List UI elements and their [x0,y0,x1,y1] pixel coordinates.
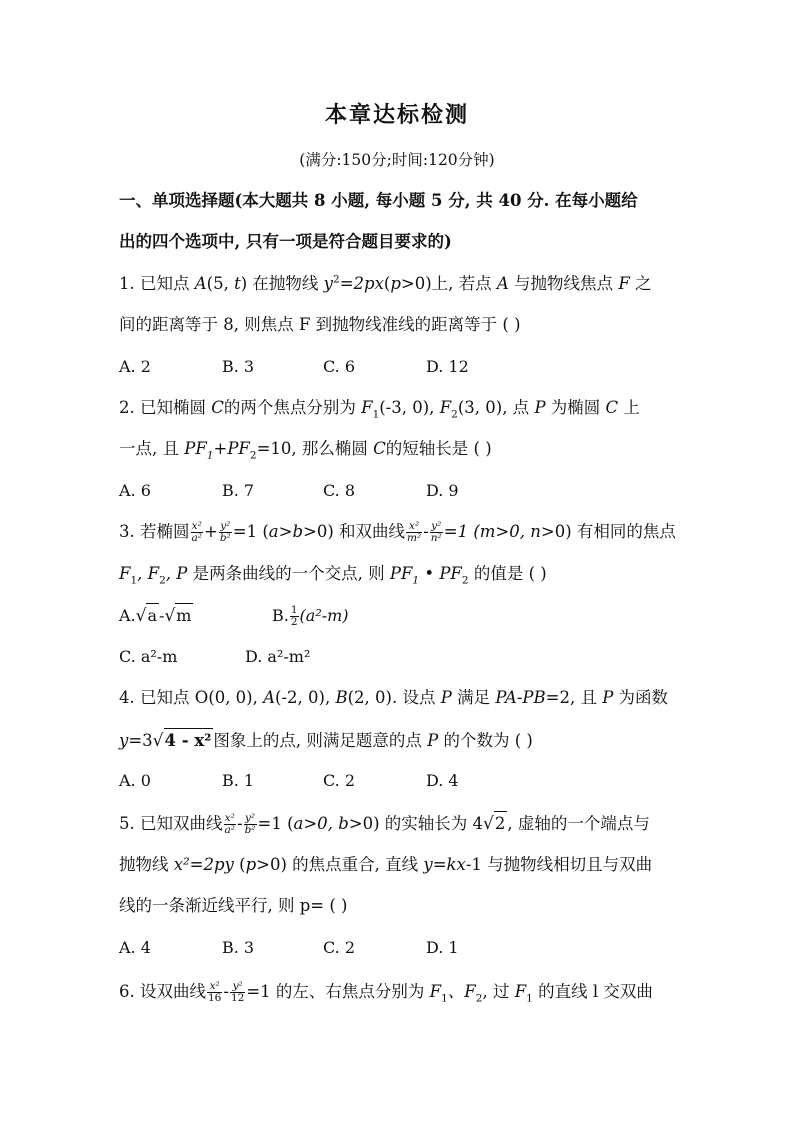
text: 的短轴长是 ( ) [385,439,492,458]
text: F [119,564,131,583]
q4-option-c: C. 2 [323,771,356,790]
fraction [224,813,236,836]
fraction [406,521,422,544]
text: 1 [412,574,420,587]
text: 2 [461,574,469,587]
text: 1 [130,574,138,587]
text: F [361,398,373,417]
q5-line-2 [119,853,652,877]
numerator: x² [191,520,202,532]
text: A [194,274,207,293]
text: 的个数为 ( ) [438,731,533,750]
q5-options [119,936,459,960]
denominator: a² [224,824,235,836]
text: F [618,274,630,293]
text: x²=2py [173,855,234,874]
text: t [234,274,241,293]
text: - [236,814,243,833]
text: + [203,522,218,541]
numerator: y² [244,812,256,824]
text: 为函数 [613,688,669,707]
fraction [219,521,232,544]
numerator: x² [224,812,235,824]
fraction [430,521,443,544]
sqrt-sign: √ [152,731,164,751]
text: 是两条曲线的一个交点, 则 [187,564,390,583]
q6-line-1 [119,980,653,1004]
text: B [335,688,348,707]
text: a [268,522,279,541]
text: P [602,688,614,707]
text: F [429,982,442,1001]
fraction [207,981,222,1004]
text: 抛物线 [119,855,174,874]
text: 上 [618,398,640,417]
q4-option-d: D. 4 [426,771,459,790]
q3-options-row-2 [119,645,310,669]
text: B. [272,606,289,625]
text: -1 与抛物线相切且与双曲 [465,855,653,874]
q3-option-b [272,604,349,628]
denominator: 2 [290,616,298,628]
q4-options [119,769,459,793]
page-title: 本章达标检测 [324,102,469,128]
text: - [159,606,165,625]
text: >0, [495,522,531,541]
q1-line-2: 间的距离等于 8, 则焦点 F 到抛物线准线的距离等于 ( ) [119,315,521,334]
sqrt-sign: √ [483,814,494,834]
text: =2 [339,274,365,293]
text: F [514,982,527,1001]
text: 2 [451,408,458,421]
text: =1 ( [443,522,480,541]
text: C [211,398,224,417]
text: =3 [128,731,153,750]
text: P [427,731,439,750]
q3-option-a [119,603,272,628]
text: P [440,688,452,707]
denominator: b² [219,532,231,544]
text: y=kx [423,855,466,874]
text: - [223,982,229,1001]
q5-option-b: B. 3 [222,938,255,957]
radicand: 2 [494,811,508,836]
q4-line-2 [119,728,533,753]
text: >0) 和双曲线 [303,522,406,541]
text: • PF [419,564,462,583]
q4-line-1 [119,686,668,710]
q2-option-a: A. 6 [119,481,151,500]
text: 的两个焦点分别为 [223,398,362,417]
text: (-2, 0), [275,688,336,707]
text: PF [184,439,207,458]
radicand: 4 - x² [164,728,214,753]
numerator: y² [431,520,442,532]
q3-line-2 [119,562,547,586]
text: y [119,731,129,750]
text: A. [119,606,136,625]
q1-option-d: D. 12 [426,357,469,376]
text: F [439,398,452,417]
text: b [338,814,349,833]
text: 2. 已知椭圆 [119,398,212,417]
text: 2 [333,273,340,286]
q3-options-row-1 [119,603,349,628]
text: 3. 若椭圆 [119,522,190,541]
text: 2 [249,449,257,462]
q2-option-b: B. 7 [222,481,255,500]
text: p [390,274,401,293]
text: >0) 有相同的焦点 [540,522,676,541]
fraction [191,521,203,544]
radicand: a [146,603,159,628]
text: >0, [303,814,339,833]
text: , P [165,564,188,583]
text: 与抛物线焦点 [508,274,619,293]
section-heading-line-2: 出的四个选项中, 只有一项是符合题目要求的) [119,232,452,251]
q5-line-3: 线的一条渐近线平行, 则 p= ( ) [119,896,348,915]
text: p [245,855,257,874]
text: A [496,274,509,293]
q1-option-a: A. 2 [119,357,151,376]
section-heading-line-1: 一、单项选择题(本大题共 8 小题, 每小题 5 分, 共 40 分. 在每小题给 [119,191,638,210]
q3-option-c: C. a²-m [119,647,178,666]
denominator: b² [244,824,256,836]
numerator: 1 [290,604,298,616]
text: ( [383,274,391,293]
text: 的值是 ( ) [468,564,547,583]
text: b [292,522,303,541]
text: (5, [206,274,235,293]
text: px [364,274,384,293]
text: 图象上的点, 则满足题意的点 [213,731,428,750]
text: C [373,439,386,458]
text: 1 [526,992,533,1005]
text: 1 [441,992,448,1005]
denominator: 16 [208,992,222,1004]
numerator: y² [230,981,245,993]
text: , F [137,564,160,583]
fraction [230,981,245,1004]
text: 2 [159,574,166,587]
text: PA-PB [495,688,546,707]
q2-line-2 [119,437,492,461]
q5-option-d: D. 1 [426,938,459,957]
text: =1 ( [232,522,269,541]
text: 一点, 且 [119,439,185,458]
q2-option-c: C. 8 [323,481,356,500]
text: >0)上, 若点 [400,274,497,293]
denominator: a² [191,532,202,544]
numerator: x² [207,981,222,993]
text: (a²-m) [299,606,349,625]
sqrt-sign: √ [135,606,147,626]
fraction [244,813,257,836]
text: =2, 且 [545,688,603,707]
text: a [293,814,304,833]
text: y [323,274,333,293]
text: P [534,398,546,417]
q5-line-1 [119,811,650,836]
text: (3, 0), 点 [457,398,535,417]
text: ( [233,855,246,874]
q2-line-1 [119,396,640,420]
q1-options [119,355,469,379]
q2-option-d: D. 9 [426,481,459,500]
text: ) 在抛物线 [240,274,324,293]
text: 为椭圆 [545,398,606,417]
text: n [530,522,541,541]
q3-option-d: D. a²-m² [245,647,311,666]
text: 4. 已知点 O(0, 0), [119,688,264,707]
text: C [605,398,619,417]
text: =10, 那么椭圆 [256,439,374,458]
q4-option-b: B. 1 [222,771,255,790]
text: m [479,522,496,541]
text: 1 [206,449,214,462]
text: 的直线 l 交双曲 [532,982,653,1001]
numerator: y² [220,520,231,532]
q2-options [119,479,459,503]
denominator: m² [407,532,422,544]
q1-line-1 [119,272,652,296]
fraction [290,605,299,628]
denominator: n² [430,532,442,544]
text: > [278,522,293,541]
exam-info: (满分:150分;时间:120分钟) [299,151,495,169]
text: >0) 的焦点重合, 直线 [256,855,424,874]
q3-line-1 [119,520,676,544]
text: >0) 的实轴长为 4 [348,814,483,833]
text: +PF [213,439,250,458]
text: A [263,688,276,707]
numerator: x² [406,521,422,533]
q5-option-a: A. 4 [119,938,151,957]
text: 2 [475,992,483,1005]
denominator: 12 [230,992,245,1004]
text: 满足 [451,688,496,707]
sqrt-sign: √ [164,606,176,626]
text: =1 的左、右焦点分别为 [246,982,430,1001]
text: 之 [629,274,652,293]
text: 1. 已知点 [119,274,195,293]
text: =1 ( [257,814,294,833]
q5-option-c: C. 2 [323,938,356,957]
text: , 虚轴的一个端点与 [507,814,650,833]
text: (2, 0). 设点 [347,688,441,707]
radicand: m [175,603,193,628]
text: 、F [447,982,476,1001]
text: - [423,522,429,541]
text: 1 [372,408,380,421]
q1-option-b: B. 3 [222,357,255,376]
text: (-3, 0), [379,398,440,417]
q4-option-a: A. 0 [119,771,151,790]
text: PF [389,564,413,583]
text: 6. 设双曲线 [119,982,206,1001]
text: , 过 [482,982,515,1001]
text: 5. 已知双曲线 [119,814,223,833]
q1-option-c: C. 6 [323,357,356,376]
